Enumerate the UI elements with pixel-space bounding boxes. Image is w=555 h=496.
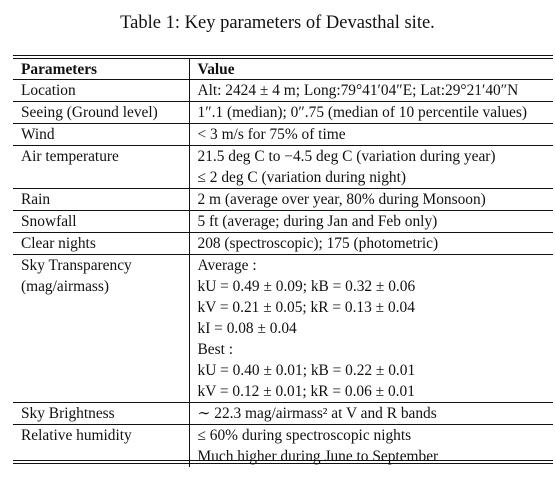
parameter-line: Sky Transparency xyxy=(21,257,132,274)
table-row xyxy=(13,146,553,189)
table-row xyxy=(13,80,553,102)
value-line: 2 m (average over year, 80% during Monsoon) xyxy=(197,191,486,208)
parameter-line: (mag/airmass) xyxy=(21,278,110,295)
parameter-line xyxy=(21,381,189,402)
parameter-line xyxy=(21,339,189,360)
value-line: 208 (spectroscopic); 175 (photometric) xyxy=(197,235,439,252)
parameter-line: Wind xyxy=(21,126,55,143)
value-line: ≤ 2 deg C (variation during night) xyxy=(197,169,406,186)
value-line: Average : xyxy=(197,257,257,274)
table-row xyxy=(13,102,553,124)
parameter-cell xyxy=(13,211,189,233)
table-row xyxy=(13,211,553,233)
value-line: kU = 0.40 ± 0.01; kB = 0.22 ± 0.01 xyxy=(197,362,416,379)
value-cell xyxy=(189,211,553,233)
value-line: ∼ 22.3 mag/airmass² at V and R bands xyxy=(197,405,437,422)
parameter-cell xyxy=(13,189,189,211)
value-line: kV = 0.21 ± 0.05; kR = 0.13 ± 0.04 xyxy=(197,299,415,316)
parameter-cell xyxy=(13,403,189,425)
value-cell xyxy=(189,124,553,146)
parameter-line: Rain xyxy=(21,191,51,208)
parameter-cell xyxy=(13,146,189,189)
table-row xyxy=(13,255,553,403)
value-cell xyxy=(189,233,553,255)
parameter-cell xyxy=(13,80,189,102)
parameter-line: Relative humidity xyxy=(21,427,132,444)
value-line: < 3 m/s for 75% of time xyxy=(197,126,346,143)
parameter-cell xyxy=(13,233,189,255)
value-line: 21.5 deg C to −4.5 deg C (variation during year) xyxy=(197,148,496,165)
value-line: ≤ 60% during spectroscopic nights xyxy=(197,427,412,444)
column-header-value: Value xyxy=(189,59,553,80)
value-line: Best : xyxy=(197,341,233,358)
parameter-line: Air temperature xyxy=(21,148,119,165)
table-row xyxy=(13,124,553,146)
parameter-line: Sky Brightness xyxy=(21,405,115,422)
table-row xyxy=(13,403,553,425)
value-line: kI = 0.08 ± 0.04 xyxy=(197,320,297,337)
parameter-cell xyxy=(13,102,189,124)
parameter-cell xyxy=(13,255,189,403)
table-body xyxy=(13,80,553,467)
parameter-line xyxy=(21,318,189,339)
column-header-parameters: Parameters xyxy=(21,61,98,78)
parameter-line: Clear nights xyxy=(21,235,96,252)
value-line: Much higher during June to September xyxy=(197,448,439,465)
table-row xyxy=(13,425,553,468)
parameter-line: Location xyxy=(21,82,76,99)
value-cell xyxy=(189,189,553,211)
parameters-table xyxy=(13,59,553,467)
top-rule xyxy=(13,55,553,56)
parameter-cell xyxy=(13,124,189,146)
value-cell xyxy=(189,403,553,425)
value-line: kV = 0.12 ± 0.01; kR = 0.06 ± 0.01 xyxy=(197,383,415,400)
table-row xyxy=(13,189,553,211)
parameter-cell xyxy=(13,425,189,468)
parameter-line xyxy=(21,446,189,467)
parameter-line xyxy=(21,167,189,188)
parameter-line xyxy=(21,297,189,318)
table-row xyxy=(13,233,553,255)
value-cell xyxy=(189,255,553,403)
value-line: kU = 0.49 ± 0.09; kB = 0.32 ± 0.06 xyxy=(197,278,416,295)
value-line: 5 ft (average; during Jan and Feb only) xyxy=(197,213,438,230)
value-line: Alt: 2424 ± 4 m; Long:79°41′04″E; Lat:29°21′40″N xyxy=(197,82,519,99)
parameter-line: Seeing (Ground level) xyxy=(21,104,158,121)
table-header-row xyxy=(13,59,553,80)
value-cell xyxy=(189,146,553,189)
value-cell xyxy=(189,80,553,102)
parameter-line xyxy=(21,360,189,381)
value-line: 1″.1 (median); 0″.75 (median of 10 percentile values) xyxy=(197,104,528,121)
parameter-line: Snowfall xyxy=(21,213,77,230)
value-cell xyxy=(189,102,553,124)
value-cell xyxy=(189,425,553,468)
table-caption: Table 1: Key parameters of Devasthal site. xyxy=(120,13,435,33)
